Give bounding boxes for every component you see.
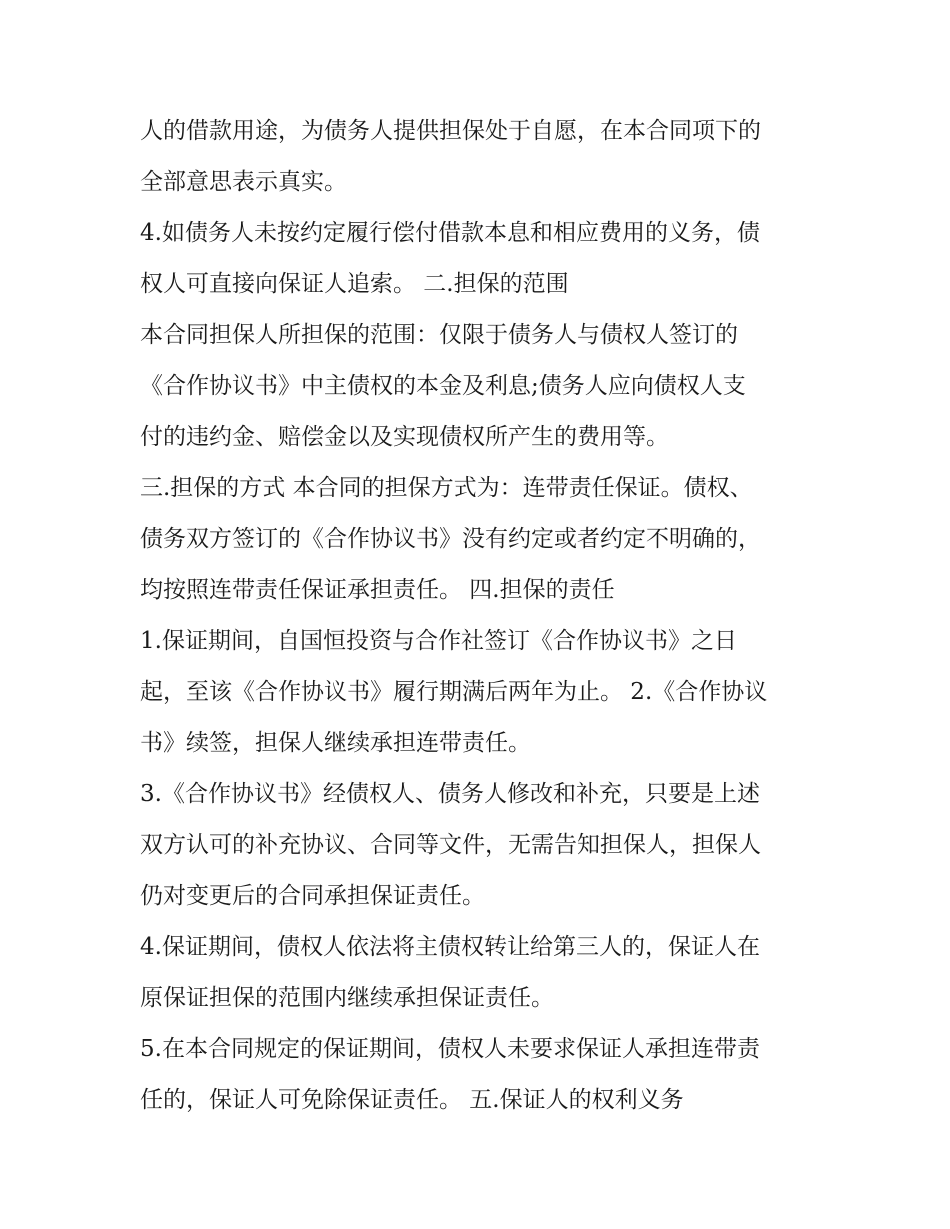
text-line: 人的借款用途，为债务人提供担保处于自愿，在本合同项下的 (140, 118, 761, 144)
text-line: 全部意思表示真实。 (140, 169, 347, 195)
text-line: 5.在本合同规定的保证期间，债权人未要求保证人承担连带责 (140, 1036, 760, 1062)
text-line: 均按照连带责任保证承担责任。 四.担保的责任 (140, 577, 615, 603)
text-line: 三.担保的方式 本合同的担保方式为：连带责任保证。债权、 (140, 475, 753, 501)
text-line: 4.如债务人未按约定履行偿付借款本息和相应费用的义务，债 (140, 220, 760, 246)
text-line: 债务双方签订的《合作协议书》没有约定或者约定不明确的， (140, 526, 761, 552)
text-line: 本合同担保人所担保的范围：仅限于债务人与债权人签订的 (140, 322, 738, 348)
text-line: 任的，保证人可免除保证责任。 五.保证人的权利义务 (140, 1087, 684, 1113)
text-line: 权人可直接向保证人追索。 二.担保的范围 (140, 271, 569, 297)
text-line: 1.保证期间，自国恒投资与合作社签订《合作协议书》之日 (140, 628, 737, 654)
text-line: 起，至该《合作协议书》履行期满后两年为止。 2.《合作协议 (140, 679, 768, 705)
document-body (140, 106, 820, 1126)
text-line: 双方认可的补充协议、合同等文件，无需告知担保人，担保人 (140, 832, 761, 858)
text-line: 书》续签，担保人继续承担连带责任。 (140, 730, 531, 756)
text-line: 原保证担保的范围内继续承担保证责任。 (140, 985, 554, 1011)
text-line: 4.保证期间，债权人依法将主债权转让给第三人的，保证人在 (140, 934, 760, 960)
text-line: 3.《合作协议书》经债权人、债务人修改和补充，只要是上述 (140, 781, 760, 807)
text-line: 《合作协议书》中主债权的本金及利息;债务人应向债权人支 (140, 373, 746, 399)
text-line: 付的违约金、赔偿金以及实现债权所产生的费用等。 (140, 424, 669, 450)
text-line: 仍对变更后的合同承担保证责任。 (140, 883, 485, 909)
